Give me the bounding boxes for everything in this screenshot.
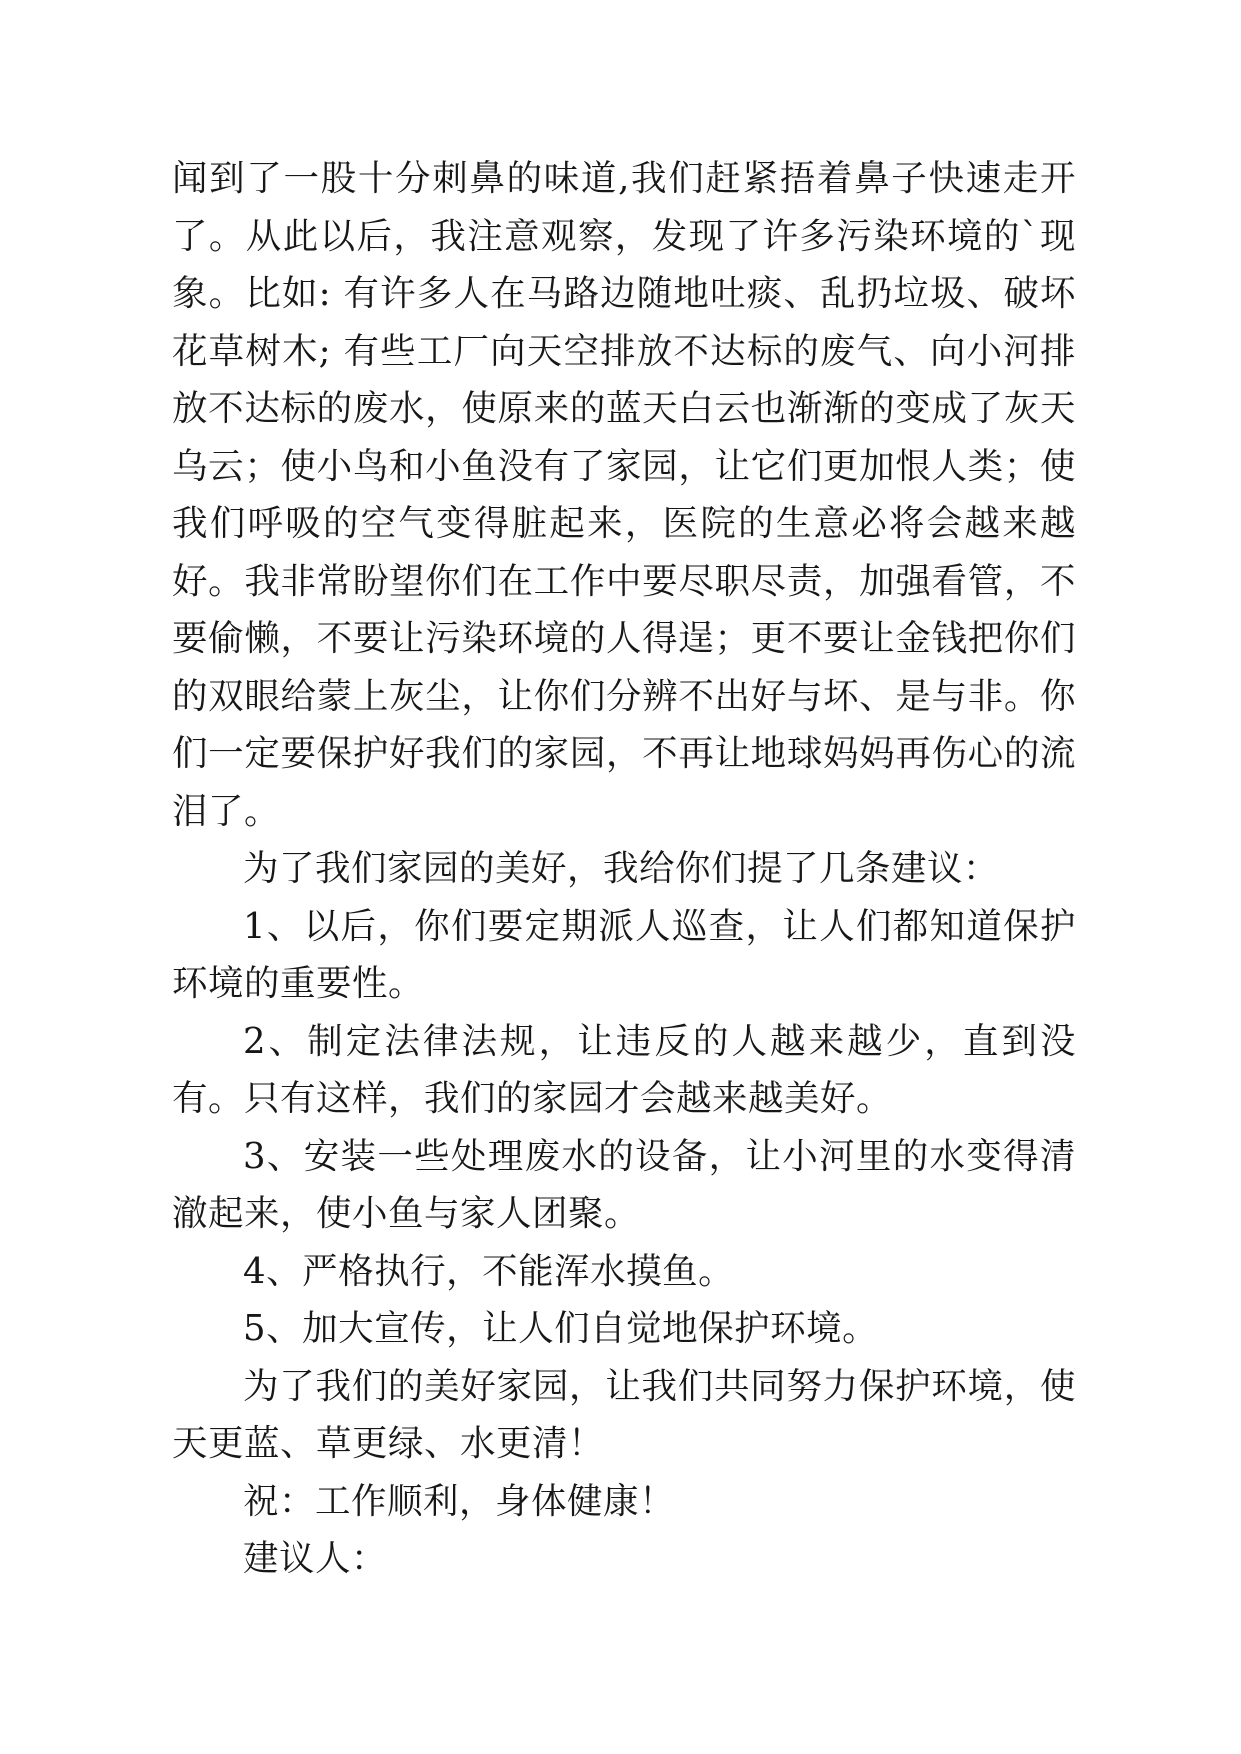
paragraph-4: 2、制定法律法规，让违反的人越来越少，直到没有。只有这样，我们的家园才会越来越美好。 [172,1020,1076,1119]
paragraph-9-closing-wish: 祝：工作顺利，身体健康！ [243,1480,676,1522]
paragraph-1: 闻到了一股十分刺鼻的味道,我们赶紧捂着鼻子快速走开了。从此以后，我注意观察，发现了许多污染环境的`现象。比如: 有许多人在马路边随地吐痰、乱扔垃圾、破坏花草树木; 有些工厂向天空排放不达标的废气、向小河排放不达标的废水，使原来的蓝天白云也渐渐的变成了灰天乌云；使小鸟和小鱼没有了家园，让它们更加恨人类；使我们呼吸的空气变得脏起来，医院的生意必将会越来越好。我非常盼望你们在工作中要尽职尽责，加强看管，不要偷懒，不要让污染环境的人得逞；更不要让金钱把你们的双眼给蒙上灰尘，让你们分辨不出好与坏、是与非。你们一定要保护好我们的家园，不再让地球妈妈再伤心的流泪了。 [172,158,1076,832]
paragraph-10-signature-line: 建议人： [243,1538,388,1579]
paragraph-5: 3、安装一些处理废水的设备，让小河里的水变得清澈起来，使小鱼与家人团聚。 [172,1135,1076,1234]
paragraph-6: 4、严格执行，不能浑水摸鱼。 [243,1250,735,1292]
paragraph-7: 5、加大宣传，让人们自觉地保护环境。 [243,1308,879,1349]
paragraph-8: 为了我们的美好家园，让我们共同努力保护环境，使天更蓝、草更绿、水更清！ [172,1365,1076,1464]
paragraph-3: 1、以后，你们要定期派人巡查，让人们都知道保护环境的重要性。 [172,905,1076,1004]
paragraph-2: 为了我们家园的美好，我给你们提了几条建议： [243,848,1000,889]
document-body [172,150,1076,1588]
